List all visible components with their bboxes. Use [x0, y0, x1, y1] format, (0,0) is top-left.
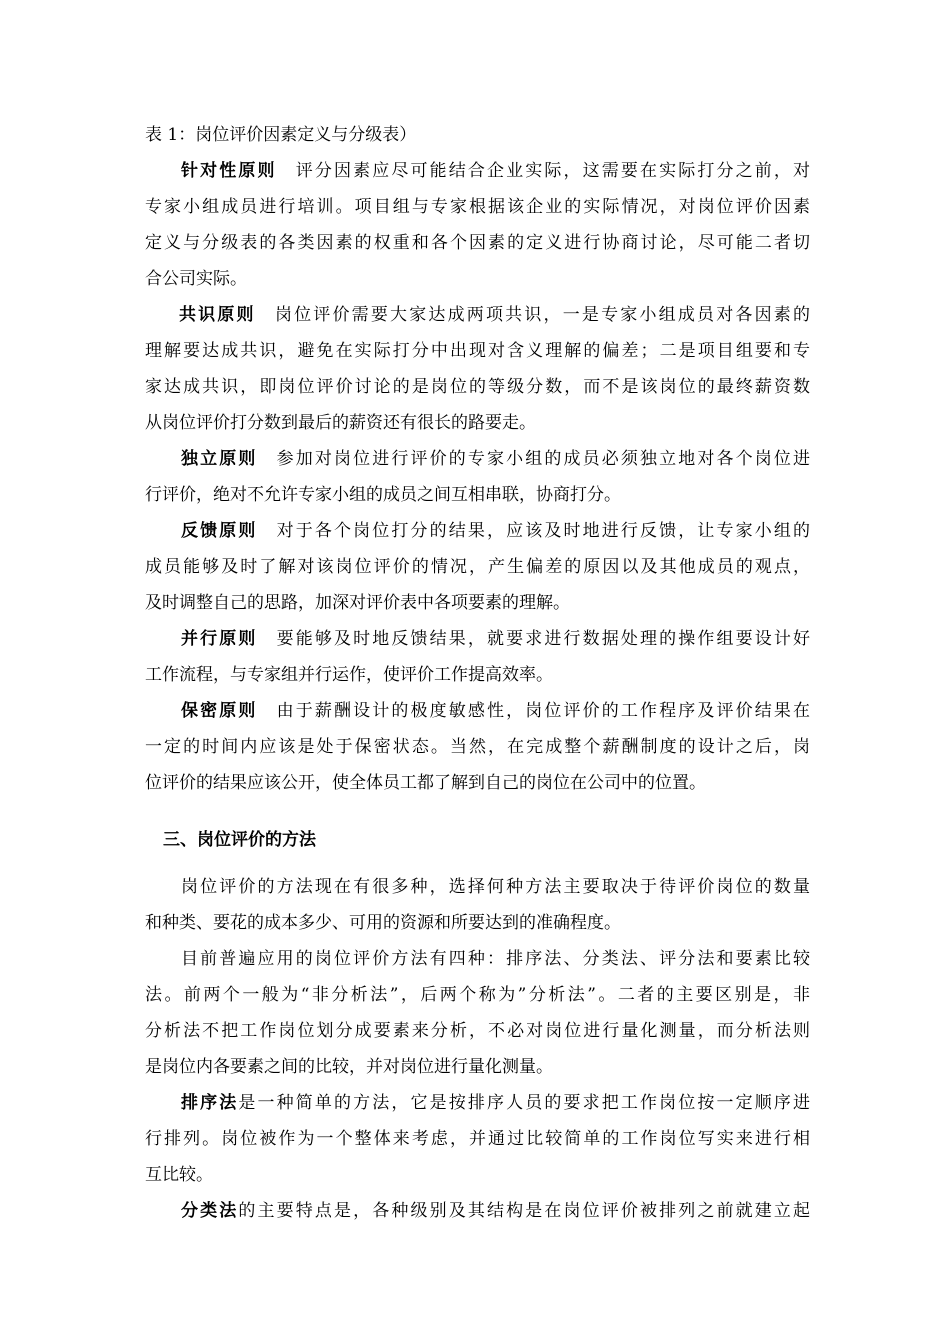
section-heading: 三、岗位评价的方法	[163, 830, 316, 850]
text-line: 行评价，绝对不允许专家小组的成员之间互相串联，协商打分。	[145, 485, 621, 505]
principle-text: 要能够及时地反馈结果，就要求进行数据处理的操作组要设计好	[274, 629, 810, 649]
principle-title: 反馈原则	[181, 521, 258, 541]
text-line: 位评价的结果应该公开，使全体员工都了解到自己的岗位在公司中的位置。	[145, 773, 706, 793]
text-line: 定义与分级表的各类因素的权重和各个因素的定义进行协商讨论，尽可能二者切	[145, 233, 810, 253]
text-line: 合公司实际。	[145, 269, 247, 289]
principle-title: 保密原则	[181, 701, 258, 721]
principle-title: 独立原则	[181, 449, 258, 469]
principle-text: 岗位评价需要大家达成两项共识，一是专家小组成员对各因素的	[272, 305, 810, 325]
text-line: 法。前两个一般为“非分析法”，后两个称为”分析法”。二者的主要区别是，非	[145, 985, 810, 1005]
text-line: 专家小组成员进行培训。项目组与专家根据该企业的实际情况，对岗位评价因素	[145, 197, 810, 217]
principle-text: 对于各个岗位打分的结果，应该及时地进行反馈，让专家小组的	[274, 521, 810, 541]
method-text: 是一种简单的方法，它是按排序人员的要求把工作岗位按一定顺序进	[238, 1093, 810, 1113]
principle-title: 并行原则	[181, 629, 258, 649]
text-line: 从岗位评价打分数到最后的薪资还有很长的路要走。	[145, 413, 536, 433]
text-line: 和种类、要花的成本多少、可用的资源和所要达到的准确程度。	[145, 913, 621, 933]
text-line: 是岗位内各要素之间的比较，并对岗位进行量化测量。	[145, 1057, 553, 1077]
text-line: 岗位评价的方法现在有很多种，选择何种方法主要取决于待评价岗位的数量	[181, 877, 810, 897]
text-line: 一定的时间内应该是处于保密状态。当然，在完成整个薪酬制度的设计之后，岗	[145, 737, 810, 757]
text-line: 互比较。	[145, 1165, 213, 1185]
method-term: 分类法	[181, 1201, 239, 1221]
principle-title: 针对性原则	[181, 161, 277, 181]
principle-title: 共识原则	[179, 305, 256, 325]
text-line: 及时调整自己的思路，加深对评价表中各项要素的理解。	[145, 593, 570, 613]
text-line: 分析法不把工作岗位划分成要素来分析，不必对岗位进行量化测量，而分析法则	[145, 1021, 810, 1041]
text-line: 成员能够及时了解对该岗位评价的情况，产生偏差的原因以及其他成员的观点，	[145, 557, 810, 577]
principle-text: 评分因素应尽可能结合企业实际，这需要在实际打分之前，对	[293, 161, 810, 181]
principle-text: 由于薪酬设计的极度敏感性，岗位评价的工作程序及评价结果在	[274, 701, 810, 721]
method-term: 排序法	[181, 1093, 239, 1113]
text-line: 理解要达成共识，避免在实际打分中出现对含义理解的偏差；二是项目组要和专	[145, 341, 810, 361]
text-line: 家达成共识，即岗位评价讨论的是岗位的等级分数，而不是该岗位的最终薪资数	[145, 377, 810, 397]
principle-text: 参加对岗位进行评价的专家小组的成员必须独立地对各个岗位进	[274, 449, 810, 469]
text-line: 行排列。岗位被作为一个整体来考虑，并通过比较简单的工作岗位写实来进行相	[145, 1129, 810, 1149]
text-line: 目前普遍应用的岗位评价方法有四种：排序法、分类法、评分法和要素比较	[181, 949, 810, 969]
text-line: 工作流程，与专家组并行运作，使评价工作提高效率。	[145, 665, 553, 685]
method-text: 的主要特点是，各种级别及其结构是在岗位评价被排列之前就建立起	[238, 1201, 810, 1221]
table-caption: 表 1：岗位评价因素定义与分级表）	[145, 125, 417, 145]
